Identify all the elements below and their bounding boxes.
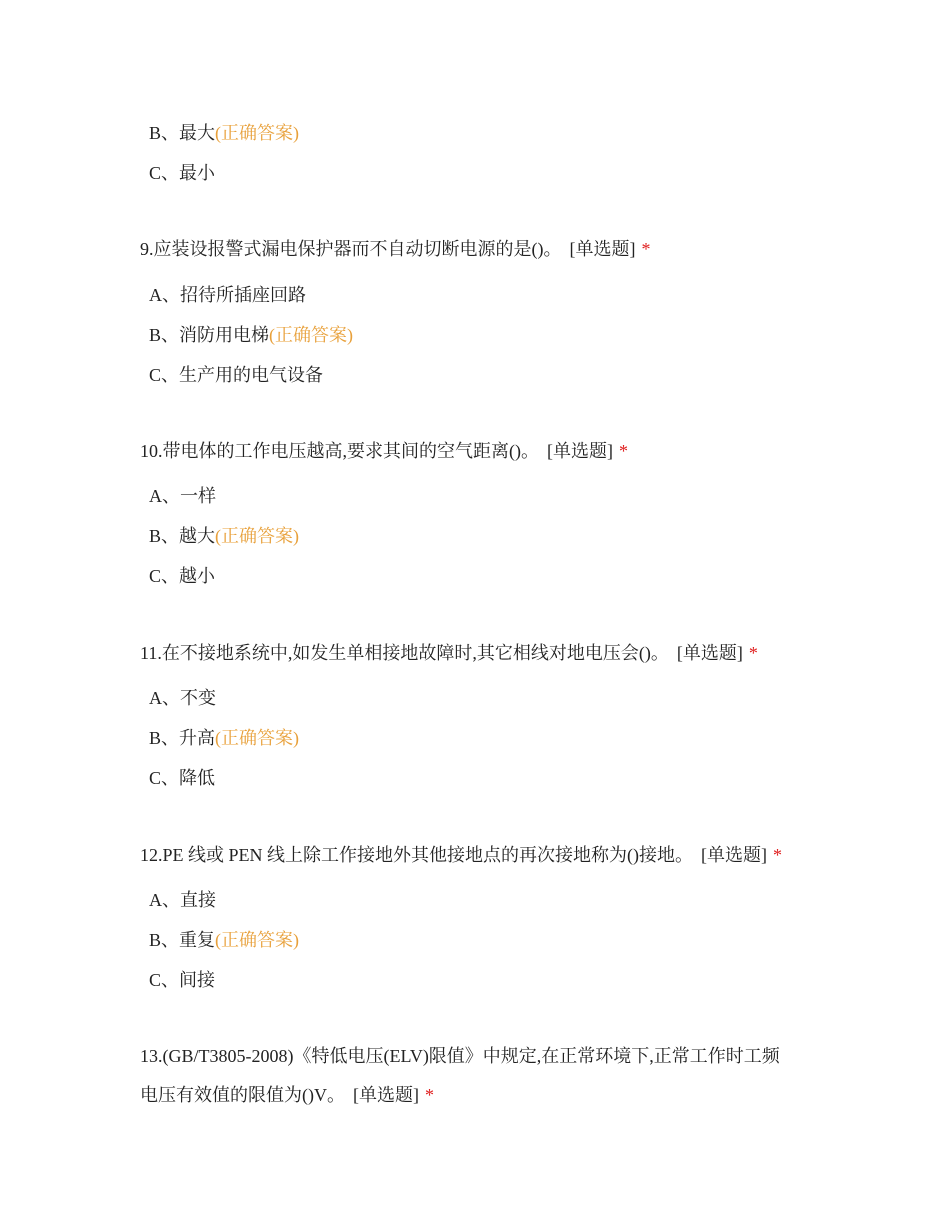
- question-type-tag: [单选题]: [676, 643, 743, 663]
- question-type-tag: [单选题]: [569, 239, 636, 259]
- q10-option-c: C、越小: [149, 566, 216, 586]
- q11-option-b: B、升高(正确答案): [149, 728, 300, 748]
- q12-option-c: C、间接: [149, 970, 216, 990]
- q10-title: 10.带电体的工作电压越高,要求其间的空气距离()。 [单选题] *: [140, 441, 628, 461]
- q9-title: 9.应装设报警式漏电保护器而不自动切断电源的是()。 [单选题] *: [140, 239, 651, 259]
- q12-title: 12.PE 线或 PEN 线上除工作接地外其他接地点的再次接地称为()接地。 [单选题] *: [140, 845, 782, 865]
- q12-option-b: B、重复(正确答案): [149, 930, 300, 950]
- q11-option-a: A、不变: [149, 688, 216, 708]
- required-mark: *: [748, 643, 758, 663]
- q13-title-line1: 13.(GB/T3805-2008)《特低电压(ELV)限值》中规定,在正常环境下,正常工作时工频: [140, 1046, 780, 1066]
- q9-option-b: B、消防用电梯(正确答案): [149, 325, 354, 345]
- q10-option-b: B、越大(正确答案): [149, 526, 300, 546]
- q8-option-b: B、最大(正确答案): [149, 123, 300, 143]
- q11-option-c: C、降低: [149, 768, 216, 788]
- q13-title-line2: 电压有效值的限值为()V。 [单选题] *: [140, 1085, 434, 1105]
- q10-option-a: A、一样: [149, 486, 216, 506]
- q9-option-c: C、生产用的电气设备: [149, 365, 324, 385]
- required-mark: *: [641, 239, 651, 259]
- correct-answer-tag: (正确答案): [215, 526, 300, 546]
- correct-answer-tag: (正确答案): [215, 728, 300, 748]
- question-type-tag: [单选题]: [353, 1085, 419, 1105]
- q12-option-a: A、直接: [149, 890, 216, 910]
- question-type-tag: [单选题]: [547, 441, 613, 461]
- q11-title: 11.在不接地系统中,如发生单相接地故障时,其它相线对地电压会()。 [单选题] *: [140, 643, 758, 663]
- required-mark: *: [425, 1085, 434, 1105]
- correct-answer-tag: (正确答案): [269, 325, 354, 345]
- q8-option-c: C、最小: [149, 163, 216, 183]
- required-mark: *: [619, 441, 628, 461]
- correct-answer-tag: (正确答案): [215, 123, 300, 143]
- question-type-tag: [单选题]: [701, 845, 767, 865]
- q9-option-a: A、招待所插座回路: [149, 285, 306, 305]
- correct-answer-tag: (正确答案): [215, 930, 300, 950]
- required-mark: *: [773, 845, 782, 865]
